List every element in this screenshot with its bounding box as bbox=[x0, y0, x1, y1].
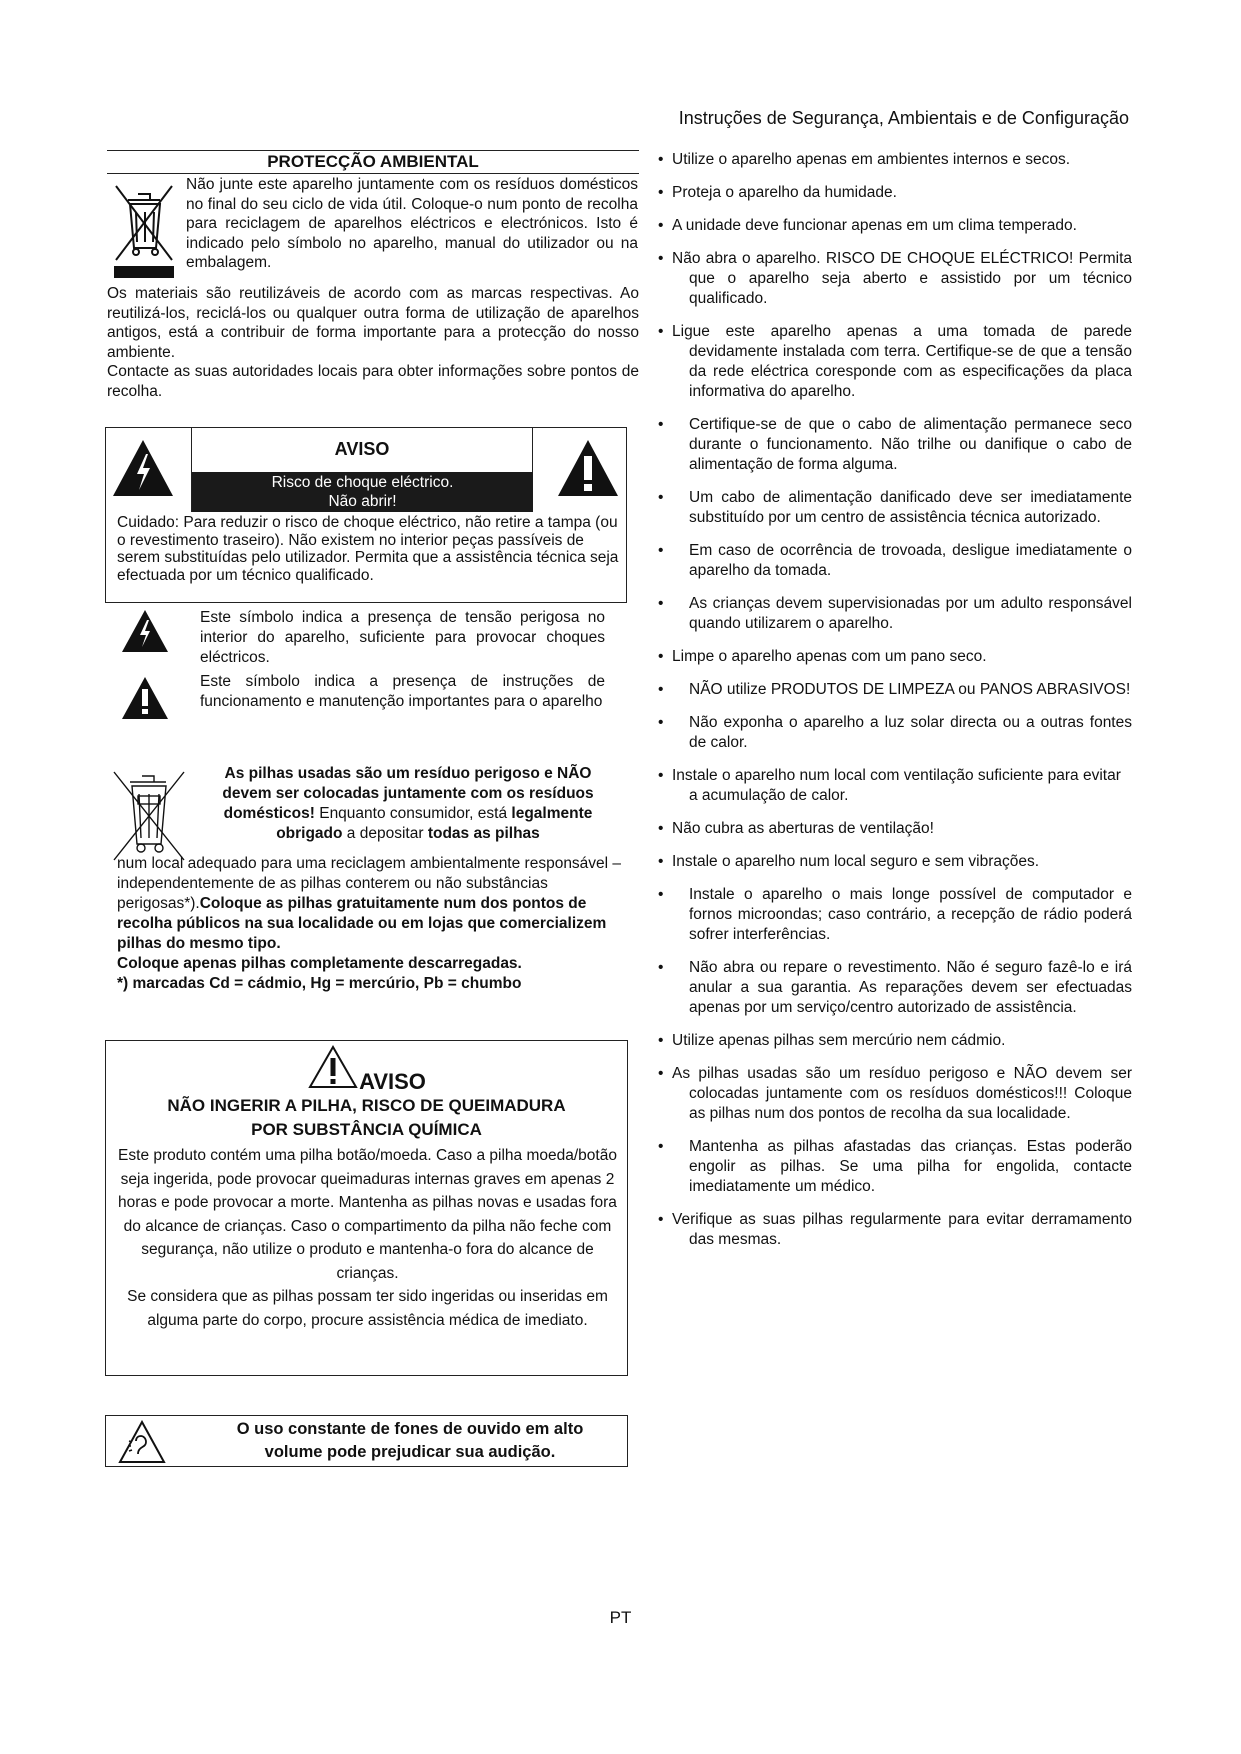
battery-bold-5: Coloque apenas pilhas completamente descarregadas. bbox=[117, 955, 522, 972]
exclamation-warning-icon bbox=[555, 436, 621, 507]
safety-list bbox=[658, 150, 1132, 1250]
hearing-warning-line2: volume pode prejudicar sua audição. bbox=[264, 1443, 556, 1461]
list-item: • As crianças devem supervisionadas por um adulto responsável quando utilizarem o aparelho. bbox=[658, 595, 1132, 632]
shock-risk-line2: Não abrir! bbox=[328, 493, 397, 510]
battery-bold-2: legalmente obrigado bbox=[276, 805, 593, 842]
lightning-warning-icon bbox=[110, 436, 176, 507]
battery-text-3: num local adequado para uma reciclagem ambientalmente responsável – independentemente de as pilhas conterem ou não substâncias perigosas*). bbox=[117, 855, 622, 912]
list-item: • Instale o aparelho num local seguro e sem vibrações. bbox=[658, 853, 1040, 870]
exclamation-symbol-icon bbox=[120, 675, 170, 726]
page-number: PT bbox=[609, 1608, 632, 1627]
button-cell-warning-subtitle bbox=[105, 1094, 628, 1142]
ear-warning-icon bbox=[118, 1420, 166, 1469]
button-cell-subtitle-line2: POR SUBSTÂNCIA QUÍMICA bbox=[251, 1120, 482, 1139]
list-item: • Em caso de ocorrência de trovoada, desligue imediatamente o aparelho da tomada. bbox=[658, 542, 1132, 579]
list-item: • A unidade deve funcionar apenas em um clima temperado. bbox=[658, 217, 1077, 234]
environment-title-bar bbox=[107, 150, 639, 174]
list-item: • Não abra o aparelho. RISCO DE CHOQUE ELÉCTRICO! Permita que o aparelho seja aberto e assistido por um técnico qualificado. bbox=[658, 250, 1132, 307]
battery-warning-body bbox=[117, 854, 632, 994]
list-item: • Proteja o aparelho da humidade. bbox=[658, 184, 897, 201]
button-cell-warning-title: AVISO bbox=[359, 1069, 426, 1094]
button-cell-warning-body bbox=[115, 1144, 620, 1332]
lightning-symbol-icon bbox=[120, 608, 170, 659]
button-cell-body-text: Este produto contém uma pilha botão/moeda. Caso a pilha moeda/botão seja ingerida, pode provocar queimaduras internas graves em apenas 2 horas e pode provocar a morte. Mantenha as pilhas novas e usadas fora do alcance de crianças. Caso o compartimento da pilha não feche com segurança, não utilize o produto e mantenha-o fora do alcance de crianças. bbox=[118, 1147, 617, 1282]
battery-bold-6: *) marcadas Cd = cádmio, Hg = mercúrio, Pb = chumbo bbox=[117, 975, 522, 992]
button-cell-body-text-2: Se considera que as pilhas possam ter sido ingeridas ou inseridas em alguma parte do corpo, procure assistência médica de imediato. bbox=[127, 1288, 608, 1329]
warning-triangle-icon bbox=[307, 1044, 359, 1095]
button-cell-subtitle-line1: NÃO INGERIR A PILHA, RISCO DE QUEIMADURA bbox=[167, 1096, 566, 1115]
shock-risk-line1: Risco de choque eléctrico. bbox=[271, 474, 454, 491]
lightning-symbol-text: Este símbolo indica a presença de tensão perigosa no interior do aparelho, suficiente para provocar choques eléctricos. bbox=[200, 609, 605, 666]
list-item: • Verifique as suas pilhas regularmente para evitar derramamento das mesmas. bbox=[658, 1211, 1132, 1248]
list-item: • Não abra ou repare o revestimento. Não é seguro fazê-lo e irá anular a sua garantia. As reparações devem ser efectuadas apenas por um serviço/centro autorizado de assistência. bbox=[658, 959, 1132, 1016]
environment-title: PROTECÇÃO AMBIENTAL bbox=[267, 152, 479, 171]
list-item: • Utilize apenas pilhas sem mercúrio nem cádmio. bbox=[658, 1032, 1006, 1049]
list-item: • NÃO utilize PRODUTOS DE LIMPEZA ou PANOS ABRASIVOS! bbox=[658, 681, 1131, 698]
environment-contact-text: Contacte as suas autoridades locais para obter informações sobre pontos de recolha. bbox=[107, 363, 639, 400]
list-item: • As pilhas usadas são um resíduo perigoso e NÃO devem ser colocadas juntamente com os resíduos domésticos!!! Coloque as pilhas num dos pontos de recolha da sua localidade. bbox=[658, 1065, 1132, 1122]
battery-bold-4: Coloque as pilhas gratuitamente num dos pontos de recolha públicos na sua localidade ou em lojas que comercializem pilhas do mesmo tipo. bbox=[117, 895, 607, 952]
list-item: • Ligue este aparelho apenas a uma tomada de parede devidamente instalada com terra. Certifique-se de que a tensão da rede eléctrica coresponde com as especificações da placa informativa do aparelho. bbox=[658, 323, 1132, 400]
battery-text-2: a depositar bbox=[342, 825, 428, 842]
list-item: • Certifique-se de que o cabo de alimentação permanece seco durante o funcionamento. Não trilhe ou danifique o cabo de alimentação de forma alguma. bbox=[658, 416, 1132, 473]
shock-risk-banner bbox=[191, 472, 533, 512]
safety-instructions-column bbox=[658, 150, 1132, 1263]
hearing-warning-line1: O uso constante de fones de ouvido em alto bbox=[236, 1420, 584, 1438]
environment-intro: Não junte este aparelho juntamente com os resíduos domésticos no final do seu ciclo de vida útil. Coloque-o num ponto de recolha para reciclagem de aparelhos eléctricos e electrónicos. Isto é indicado pelo símbolo no aparelho, manual do utilizador ou na embalagem. bbox=[186, 176, 638, 271]
list-item: • Não exponha o aparelho a luz solar directa ou a outras fontes de calor. bbox=[658, 714, 1132, 751]
battery-bold-1: As pilhas usadas são um resíduo perigoso e NÃO devem ser colocadas juntamente com os resíduos domésticos! bbox=[222, 765, 594, 822]
list-item: • Mantenha as pilhas afastadas das crianças. Estas poderão engolir as pilhas. Se uma pilha for engolida, contacte imediatamente um médico. bbox=[658, 1138, 1132, 1195]
warning-title: AVISO bbox=[191, 427, 533, 472]
exclamation-symbol-text: Este símbolo indica a presença de instruções de funcionamento e manutenção importantes para o aparelho bbox=[200, 673, 605, 710]
page-header-title: Instruções de Segurança, Ambientais e de Configuração bbox=[678, 108, 1129, 128]
hearing-warning-text bbox=[200, 1418, 620, 1464]
list-item: • Limpe o aparelho apenas com um pano seco. bbox=[658, 648, 987, 665]
weee-bin-icon bbox=[110, 178, 178, 285]
list-item: • Instale o aparelho o mais longe possível de computador e fornos microondas; caso contrário, a recepção de rádio poderá sofrer interferências. bbox=[658, 886, 1132, 943]
battery-warning-heading bbox=[198, 764, 618, 844]
battery-bold-3: todas as pilhas bbox=[427, 825, 540, 842]
caution-text: Cuidado: Para reduzir o risco de choque eléctrico, não retire a tampa (ou o revestimento traseiro). Não existem no interior peças passíveis de serem substituídas pelo utilizador. Permita que a assistência técnica seja efectuada por um técnico qualificado. bbox=[117, 514, 619, 584]
list-item: • Instale o aparelho num local com ventilação suficiente para evitar a acumulação de calor. bbox=[658, 767, 1121, 804]
list-item: • Um cabo de alimentação danificado deve ser imediatamente substituído por um centro de assistência técnica autorizado. bbox=[658, 489, 1132, 526]
list-item: • Utilize o aparelho apenas em ambientes internos e secos. bbox=[658, 151, 1071, 168]
battery-text-1: Enquanto consumidor, está bbox=[314, 805, 512, 822]
environment-materials-text: Os materiais são reutilizáveis de acordo com as marcas respectivas. Ao reutilizá-los, reciclá-los ou qualquer outra forma de utilização de aparelhos antigos, está a contribuir de forma importante para a protecção do nosso ambiente. bbox=[107, 285, 639, 361]
environment-body bbox=[107, 284, 639, 401]
button-cell-warning-header bbox=[105, 1044, 628, 1095]
list-item: • Não cubra as aberturas de ventilação! bbox=[658, 820, 934, 837]
